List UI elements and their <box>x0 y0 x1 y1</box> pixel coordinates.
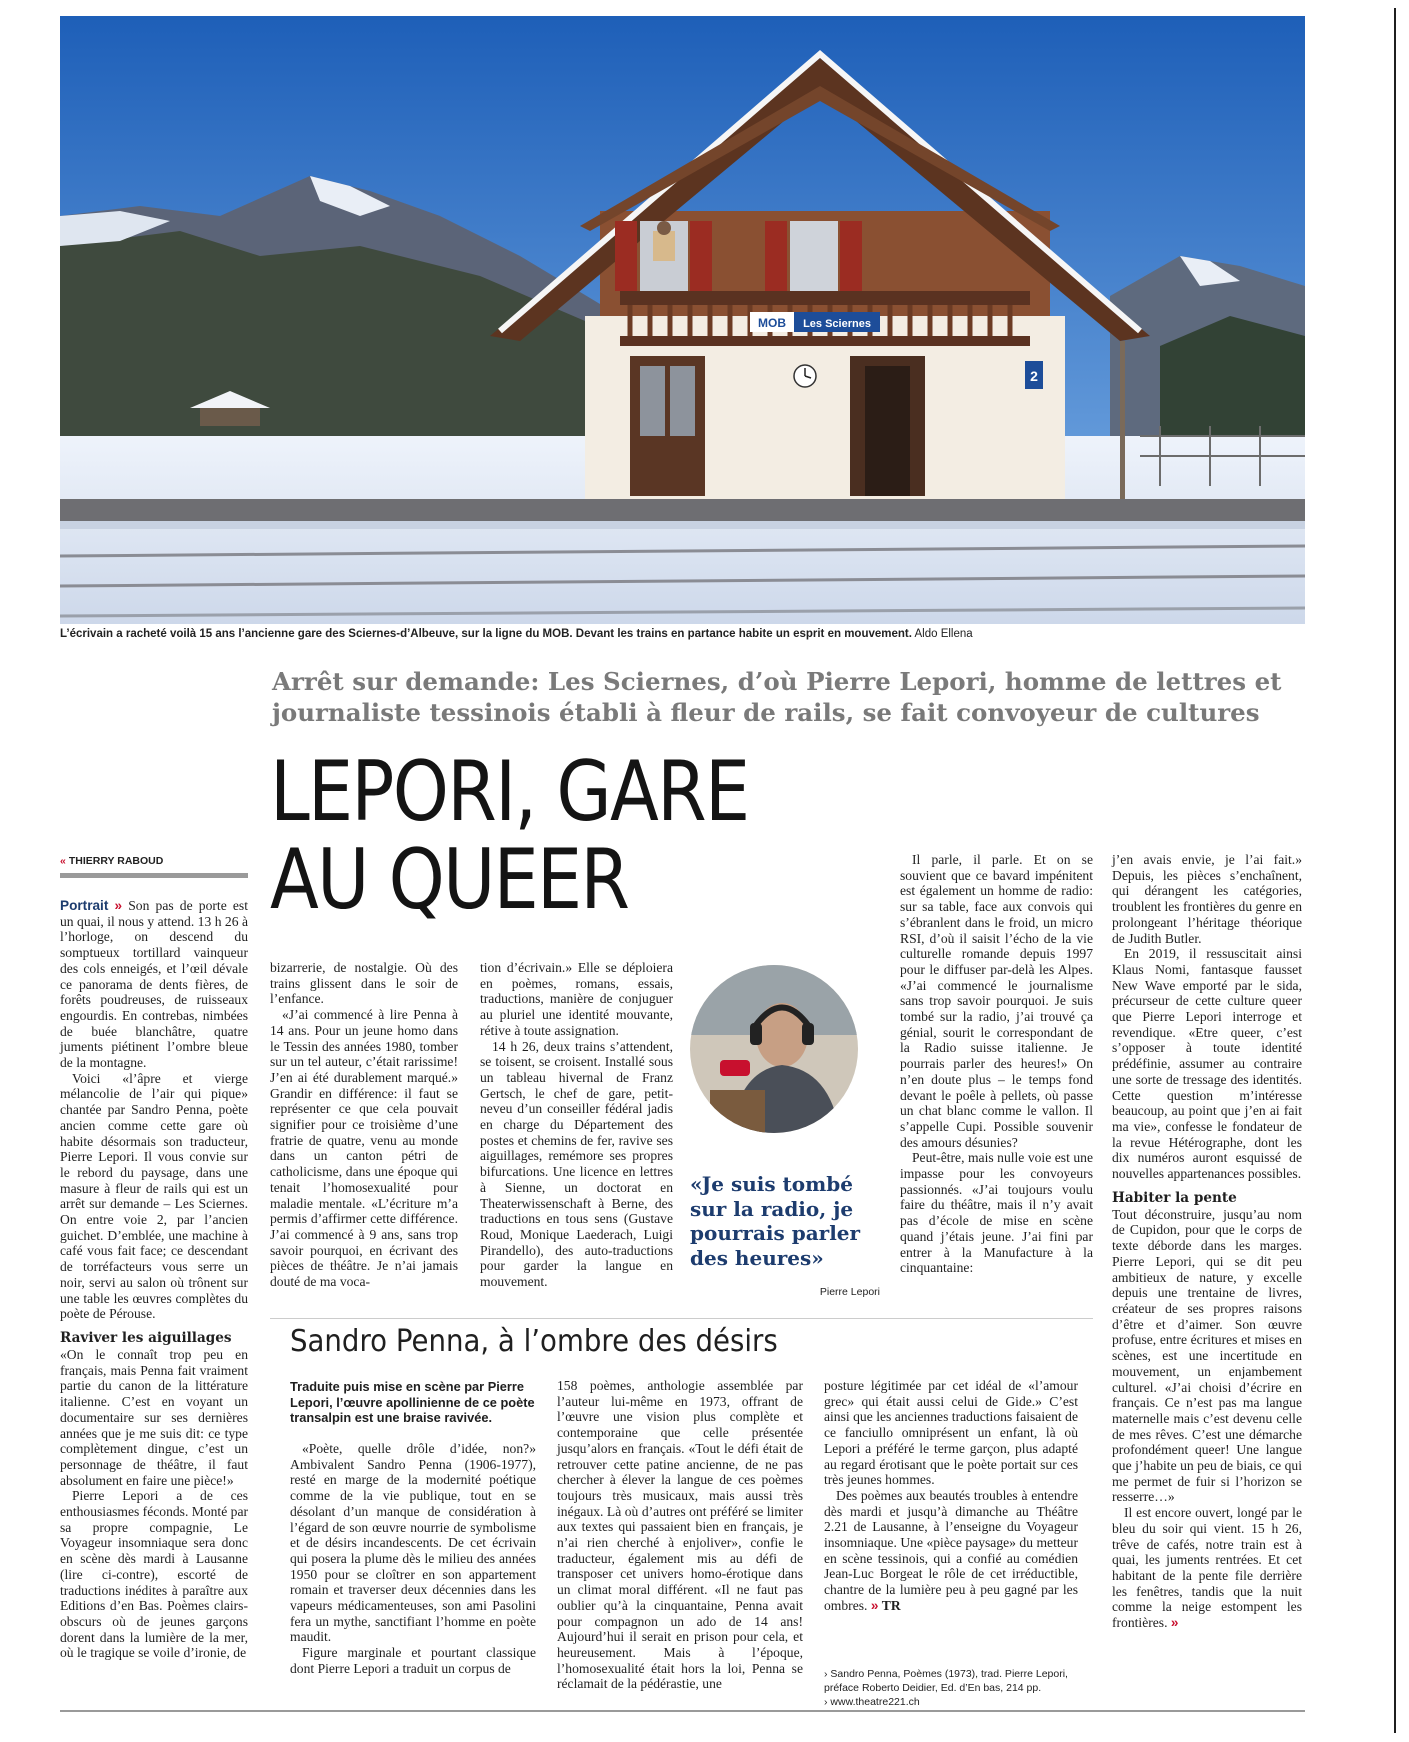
kicker-label: Portrait <box>60 898 109 913</box>
caption-text: L’écrivain a racheté voilà 15 ans l’ancienne gare des Sciernes-d’Albeuve, sur la ligne du MOB. Devant les trains en partance habite un esprit en mouvement. <box>60 628 912 640</box>
headline-line-2: AU QUEER <box>270 831 629 928</box>
paragraph: tion d’écrivain.» Elle se déploiera en poèmes, romans, essais, traductions, manière de conjuguer au pluriel une identité mouvante, rétive à toute assignation. <box>480 960 673 1038</box>
headline-line-1: LEPORI, GARE <box>270 743 749 840</box>
article-column-2 <box>270 960 458 1290</box>
page-right-rule <box>1394 8 1396 1733</box>
sidebar-top-rule <box>270 1318 1093 1319</box>
sidebar-references <box>824 1667 1084 1709</box>
subheading: Habiter la pente <box>1112 1189 1237 1206</box>
pull-quote: «Je suis tombé sur la radio, je pourrais parler des heures» <box>690 1172 861 1270</box>
sign-brand: MOB <box>758 316 786 330</box>
byline-author: THIERRY RABOUD <box>68 855 164 867</box>
paragraph: posture légitimée par cet idéal de «l’amour grec» qui était aussi celui de Gide.» C’est ainsi que les anciennes traductions faisaient de ce fanciullo omniprésent un enfant, là où Lepori a préféré le terme garçon, plus adapté au regard érotisant que le poète portait sur ces très jeunes hommes. <box>824 1378 1078 1488</box>
subheading: Raviver les aiguillages <box>60 1329 232 1346</box>
paragraph: Peut-être, mais nulle voie est une impasse pour les convoyeurs passionnés. «J’ai toujours voulu faire du théâtre, mais il n’y avait pas d’école de mise en scène quand j’étais jeune. J’ai fini par entrer à la Manufacture à la cinquantaine: <box>900 1150 1093 1276</box>
pull-quote-author: Pierre Lepori <box>819 1286 880 1298</box>
portrait-photo <box>690 965 858 1133</box>
paragraph: Il parle, il parle. Et on se souvient que ce bavard impénitent est également un homme de radio: sur sa table, face aux convois qui s’ébranlent dans le froid, un micro RSI, d’où il saisit l’écho de la vie culturelle romande depuis 1997 pour le diffuser par-delà les Alpes. «J’ai commencé le journalisme sans trop savoir pourquoi. Je suis tombé sur la radio, j’ai trouvé ça génial, sourit le correspondant de la Radio suisse italienne. Je pourrais parler des heures!» On n’en doute plus – le temps fond devant le poêle à pellets, où passe un chat blanc comme le vallon. Il s’appelle Cupi. Possible souvenir des amours désunies? <box>900 852 1093 1150</box>
paragraph: Tout déconstruire, jusqu’au nom de Cupidon, pour que le corps de texte déborde dans les marges. Pierre Lepori, qui se dit peu ambitieux de nature, y excelle depuis une trentaine de livres, créateur de ses propres raisons d’être et d’aimer. Son œuvre profuse, entre écritures et mises en scènes, est une incertitude en mouvement, un enjambement culturel. «J’ai choisi d’écrire en français. Ce n’est pas ma langue maternelle mais c’est devenu celle de mes rêves. C’est une démarche profondément queer! Une langue que j’habite un peu de biais, ce qui me permet de fuir si l’horizon se resserre…» <box>1112 1206 1302 1505</box>
paragraph: 14 h 26, deux trains s’attendent, se toisent, se croisent. Installé sous un tableau hivernal de Franz Gertsch, le chef de gare, petit-neveu d’un conseiller fédéral jadis en charge du Département des postes et chemins de fer, ravive ses aiguillages, remémore ses propres bifurcations. Une licence en lettres à Sienne, un doctorat en Theaterwissenschaft à Berne, des traductions en tous sens (Gustave Roud, Monique Laederach, Luigi Pirandello), des auto-traductions pour garder la langue en mouvement. <box>480 1038 673 1290</box>
reference-book: › Sandro Penna, Poèmes (1973), trad. Pierre Lepori, préface Roberto Deidier, Ed. d’En bas, 214 pp. <box>824 1668 1068 1694</box>
sidebar-title: Sandro Penna, à l’ombre des désirs <box>290 1324 778 1359</box>
paragraph <box>1112 1505 1302 1631</box>
paragraph: En 2019, il ressuscitait ainsi Klaus Nomi, fantasque fausset New Wave emporté par le sida, précurseur de cette culture queer que Pierre Lepori interroge et revendique. «Etre queer, c’est s’opposer à toute identité prédéfinie, assumer au contraire une sorte de tressage des identités. Cette question m’intéresse beaucoup, au point que j’en ai fait ma vie», confesse le fondateur de la revue Hétérographe, dont les dix numéros auront esquissé de nouvelles appartenances possibles. <box>1112 946 1302 1182</box>
end-mark-icon: » <box>1170 1615 1179 1631</box>
article-deck: Arrêt sur demande: Les Sciernes, d’où Pierre Lepori, homme de lettres et journaliste tessinois établi à fleur de rails, se fait convoyeur de cultures <box>272 667 1282 727</box>
signoff-arrow-icon: » <box>870 1597 879 1613</box>
photo-credit: Aldo Ellena <box>914 628 973 640</box>
sidebar-column-1 <box>290 1441 536 1677</box>
article-column-4 <box>900 852 1093 1276</box>
sign-station: Les Sciernes <box>803 318 871 330</box>
paragraph-text: Des poèmes aux beautés troubles à entendre dès mardi et jusqu’à dimanche au Théâtre 2.21 de Lausanne, à l’enseigne du Voyageur insomniaque. Une «pièce paysage» du metteur en scène tessinois, qui a confié au comédien Jean-Luc Borgeat le rôle de cet irréductible, chantre de la lumière peu à peu gagné par les ombres. <box>824 1487 1078 1613</box>
reference-website[interactable]: › www.theatre221.ch <box>824 1696 920 1708</box>
paragraph: «On le connaît trop peu en français, mais Penna fait vraiment partie du canon de la littérature italienne. C’est en voyant un documentaire sur ses dernières années que je me suis dit: ce type complètement dingue, c’est un personnage de théâtre, il faut absolument en faire une pièce!» <box>60 1346 248 1488</box>
paragraph-text: Son pas de porte est un quai, il nous y attend. 13 h 26 à l’horloge, on descend du somptueux tortillard vainqueur des cols enneigés, et l’œil dévale ce panorama de dents fières, de forêts poudreuses, de ruisseaux engourdis. En contrebas, nimbées de buée blanchâtre, quatre juments piétinent l’ombre bleue de la montagne. <box>60 898 248 1071</box>
byline-arrow-icon: « <box>60 855 66 867</box>
track-number: 2 <box>1030 368 1038 384</box>
article-headline <box>270 743 752 928</box>
sidebar-lead: Traduite puis mise en scène par Pierre Lepori, l’œuvre apollinienne de ce poète transalpin est une braise ravivée. <box>290 1379 535 1426</box>
station-photo <box>60 16 1305 624</box>
paragraph: Voici «l’âpre et vierge mélancolie de l’air qui pique» chantée par Sandro Penna, poète ancien comme cette gare où habite désormais son traducteur, Pierre Lepori. Il vous convie sur le rebord du paysage, dans une masure à fleur de rails qui est un arrêt sur demande – Les Sciernes. On entre voie 2, par l’ancien guichet. D’emblée, une machine à café vous fait face; ce descendant de torréfacteurs vous serre un noir, servi au salon où trônent sur une table les œuvres complètes du poète de Pérouse. <box>60 1070 248 1322</box>
sidebar-column-3 <box>824 1378 1078 1614</box>
paragraph <box>824 1488 1078 1614</box>
article-column-5 <box>1112 852 1302 1631</box>
paragraph: 158 poèmes, anthologie assemblée par l’auteur lui-même en 1973, offrant de l’œuvre une vision plus complète et contemporaine que celle présentée jusqu’alors en français. «Tout le défi était de retrouver cette patine ancienne, de ne pas chercher à élever la langue de ces poèmes toujours très musicaux, mais aussi très inégaux. Là où d’autres ont préféré se limiter aux textes qui passaient bien en français, je n’ai rien cherché à enjoliver», confie le traducteur, également mis au défi de transposer cet univers homo-érotique dans un climat moral différent. «Il ne faut pas oublier qu’à la cinquantaine, Penna avait pour compagnon un ado de 14 ans! Aujourd’hui il serait en prison pour cela, et heureusement. Mais à l’époque, l’homosexualité était hors la loi, Penna se réclamait de la pédérastie, une <box>557 1378 803 1692</box>
paragraph: Figure marginale et pourtant classique dont Pierre Lepori a traduit un corpus de <box>290 1645 536 1676</box>
paragraph-text: Il est encore ouvert, longé par le bleu du soir qui vient. 15 h 26, trêve de cafés, notre train est à quai, les juments rentrées. Et cet habitant de la pente file derrière les fenêtres, tandis que la nuit comme la neige estompent les frontières. <box>1112 1505 1302 1631</box>
paragraph: Pierre Lepori a de ces enthousiasmes féconds. Monté par sa propre compagnie, Le Voyageur insomniaque sera donc en scène dès mardi à Lausanne (lire ci-contre), escorté de traductions inédites à paraître aux Editions d’en Bas. Poèmes clairs-obscurs où de jeunes garçons dorent dans la lumière de la mer, où le tragique se voile d’ironie, de <box>60 1488 249 1661</box>
paragraph <box>60 898 248 1071</box>
signoff: TR <box>881 1597 901 1613</box>
sidebar-column-2 <box>557 1378 803 1692</box>
paragraph: j’en avais envie, je l’ai fait.» Depuis, les pièces s’enchaînent, qui dérangent les catégories, troublent les frontières du genre en prolongeant l’héritage théorique de Judith Butler. <box>1112 852 1302 946</box>
photo-caption <box>60 628 1305 640</box>
paragraph: «Poète, quelle drôle d’idée, non?» Ambivalent Sandro Penna (1906-1977), resté en marge de la modernité poétique comme de la vie publique, tout en se désolant d’un manque de considération à l’égard de son œuvre nourrie de symbolisme et de désirs incandescents. De cet écrivain qui posera la plume dès le milieu des années 1950 pour se cloîtrer en son appartement romain et traverser deux décennies dans les vapeurs médicamenteuses, son ami Pasolini fera un mythe, sanctifiant l’homme en poète maudit. <box>290 1441 536 1645</box>
article-column-1 <box>60 898 248 1661</box>
article-column-3 <box>480 960 673 1290</box>
kicker-arrow-icon: » <box>114 898 123 913</box>
paragraph: «J’ai commencé à lire Penna à 14 ans. Pour un jeune homo dans le Tessin des années 1980, tomber sur un tel auteur, c’était rarissime! J’en ai été durablement marqué.» Grandir en différence: il faut se représenter ce que cela pouvait signifier pour ce troisième d’une fratrie de quatre, venu au monde dans un canton pétri de catholicisme, dans une époque qui tenait l’homosexualité pour maladie mentale. «L’écriture m’a permis d’affirmer cette différence. J’ai commencé à 9 ans, sans trop savoir pourquoi, en écrivant des pièces de théâtre. Je n’ai jamais douté de ma voca- <box>270 1007 458 1290</box>
page-bottom-rule <box>60 1710 1305 1712</box>
byline <box>60 855 248 878</box>
paragraph: bizarrerie, de nostalgie. Où des trains glissent dans le soir de l’enfance. <box>270 960 458 1007</box>
